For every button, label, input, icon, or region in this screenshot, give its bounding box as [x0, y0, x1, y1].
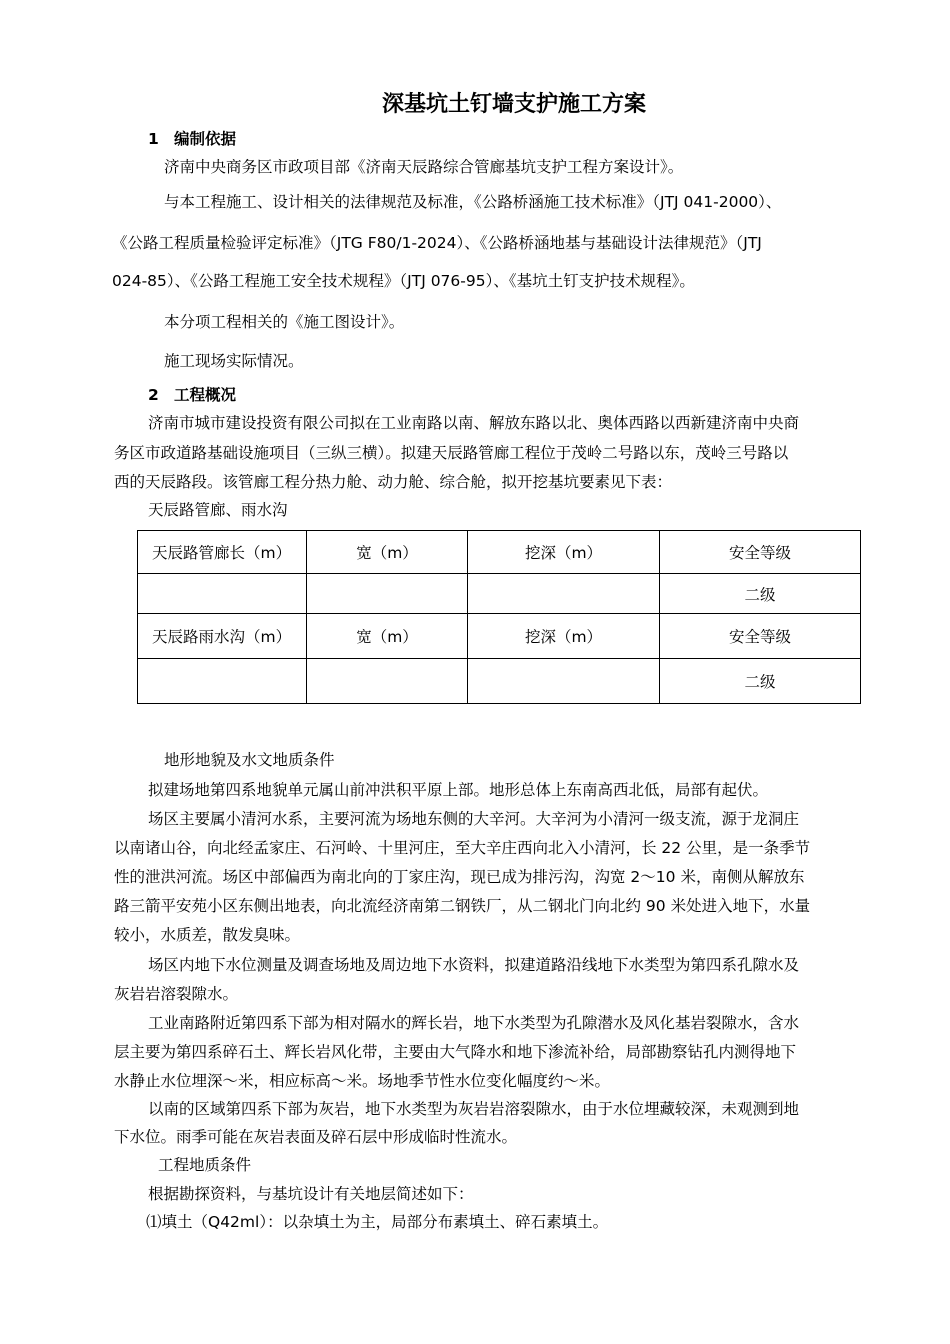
table-cell: 天辰路雨水沟（m） [138, 614, 307, 659]
excavation-table [137, 530, 861, 704]
terrain-paragraph: 较小，水质差，散发臭味。 [114, 926, 301, 944]
table-cell: 天辰路管廊长（m） [138, 531, 307, 574]
terrain-paragraph: 工业南路附近第四系下部为相对隔水的辉长岩，地下水类型为孔隙潜水及风化基岩裂隙水，含水 [148, 1014, 800, 1032]
table-row [138, 614, 861, 659]
table-cell: 挖深（m） [468, 531, 660, 574]
table-cell: 宽（m） [307, 614, 468, 659]
section2-paragraph: 西的天辰路段。该管廊工程分热力舱、动力舱、综合舱，拟开挖基坑要素见下表： [114, 473, 673, 491]
section2-paragraph: 务区市政道路基础设施项目（三纵三横）。拟建天辰路管廊工程位于茂岭二号路以东，茂岭三号路以 [114, 444, 789, 462]
section1-paragraph: 济南中央商务区市政项目部《济南天辰路综合管廊基坑支护工程方案设计》。 [164, 158, 684, 176]
section1-paragraph: 《公路工程质量检验评定标准》（JTG F80/1-2024）、《公路桥涵地基与基础设计法律规范》（JTJ [112, 234, 762, 252]
terrain-paragraph: 灰岩岩溶裂隙水。 [114, 985, 239, 1003]
section1-paragraph: 与本工程施工、设计相关的法律规范及标准，《公路桥涵施工技术标准》（JTJ 041-2000）、 [164, 193, 782, 211]
document-title: 深基坑土钉墙支护施工方案 [381, 92, 646, 117]
terrain-paragraph: 以南的区域第四系下部为灰岩，地下水类型为灰岩岩溶裂隙水，由于水位埋藏较深，未观测到地 [148, 1100, 800, 1118]
terrain-heading: 地形地貌及水文地质条件 [164, 751, 335, 769]
table-row [138, 574, 861, 614]
table-row [138, 531, 861, 574]
table-cell [307, 574, 468, 614]
table-cell: 安全等级 [660, 531, 861, 574]
terrain-paragraph: 拟建场地第四系地貌单元属山前冲洪积平原上部。地形总体上东南高西北低，局部有起伏。 [148, 781, 769, 799]
section1-heading: 编制依据 [174, 130, 237, 148]
table-cell: 二级 [660, 659, 861, 704]
terrain-paragraph: 性的泄洪河流。场区中部偏西为南北向的丁家庄沟，现已成为排污沟，沟宽 2～10 米，南侧从解放东 [114, 868, 805, 886]
table-cell: 安全等级 [660, 614, 861, 659]
table-caption: 天辰路管廊、雨水沟 [148, 501, 288, 519]
terrain-paragraph: 下水位。雨季可能在灰岩表面及碎石层中形成临时性流水。 [114, 1128, 518, 1146]
geology-heading: 工程地质条件 [158, 1156, 252, 1174]
table-cell [468, 659, 660, 704]
section1-number: 1 [148, 130, 159, 148]
section2-heading: 工程概况 [174, 386, 237, 404]
table-cell [138, 574, 307, 614]
section2-paragraph: 济南市城市建设投资有限公司拟在工业南路以南、解放东路以北、奥体西路以西新建济南中央商 [148, 414, 800, 432]
table-cell: 宽（m） [307, 531, 468, 574]
section1-paragraph: 024-85）、《公路工程施工安全技术规程》（JTJ 076-95）、《基坑土钉支护技术规程》。 [112, 272, 695, 290]
terrain-paragraph: 水静止水位埋深～米，相应标高～米。场地季节性水位变化幅度约～米。 [114, 1072, 611, 1090]
table-cell: 二级 [660, 574, 861, 614]
section2-number: 2 [148, 386, 159, 404]
table-row [138, 659, 861, 704]
table-cell [468, 574, 660, 614]
geology-list-item: ⑴填土（Q42ml）：以杂填土为主，局部分布素填土、碎石素填土。 [146, 1213, 609, 1231]
terrain-paragraph: 层主要为第四系碎石土、辉长岩风化带，主要由大气降水和地下渗流补给，局部勘察钻孔内测得地下 [114, 1043, 797, 1061]
geology-paragraph: 根据勘探资料，与基坑设计有关地层简述如下： [148, 1185, 474, 1203]
table-cell: 挖深（m） [468, 614, 660, 659]
table-cell [138, 659, 307, 704]
section1-paragraph: 本分项工程相关的《施工图设计》。 [164, 313, 405, 331]
terrain-paragraph: 以南诸山谷，向北经孟家庄、石河岭、十里河庄，至大辛庄西向北入小清河，长 22 公里，是一条季节 [114, 839, 811, 857]
section1-paragraph: 施工现场实际情况。 [164, 352, 304, 370]
terrain-paragraph: 路三箭平安苑小区东侧出地表，向北流经济南第二钢铁厂，从二钢北门向北约 90 米处进入地下，水量 [114, 897, 811, 915]
terrain-paragraph: 场区内地下水位测量及调查场地及周边地下水资料，拟建道路沿线地下水类型为第四系孔隙水及 [148, 956, 800, 974]
terrain-paragraph: 场区主要属小清河水系，主要河流为场地东侧的大辛河。大辛河为小清河一级支流，源于龙洞庄 [148, 810, 800, 828]
table-cell [307, 659, 468, 704]
